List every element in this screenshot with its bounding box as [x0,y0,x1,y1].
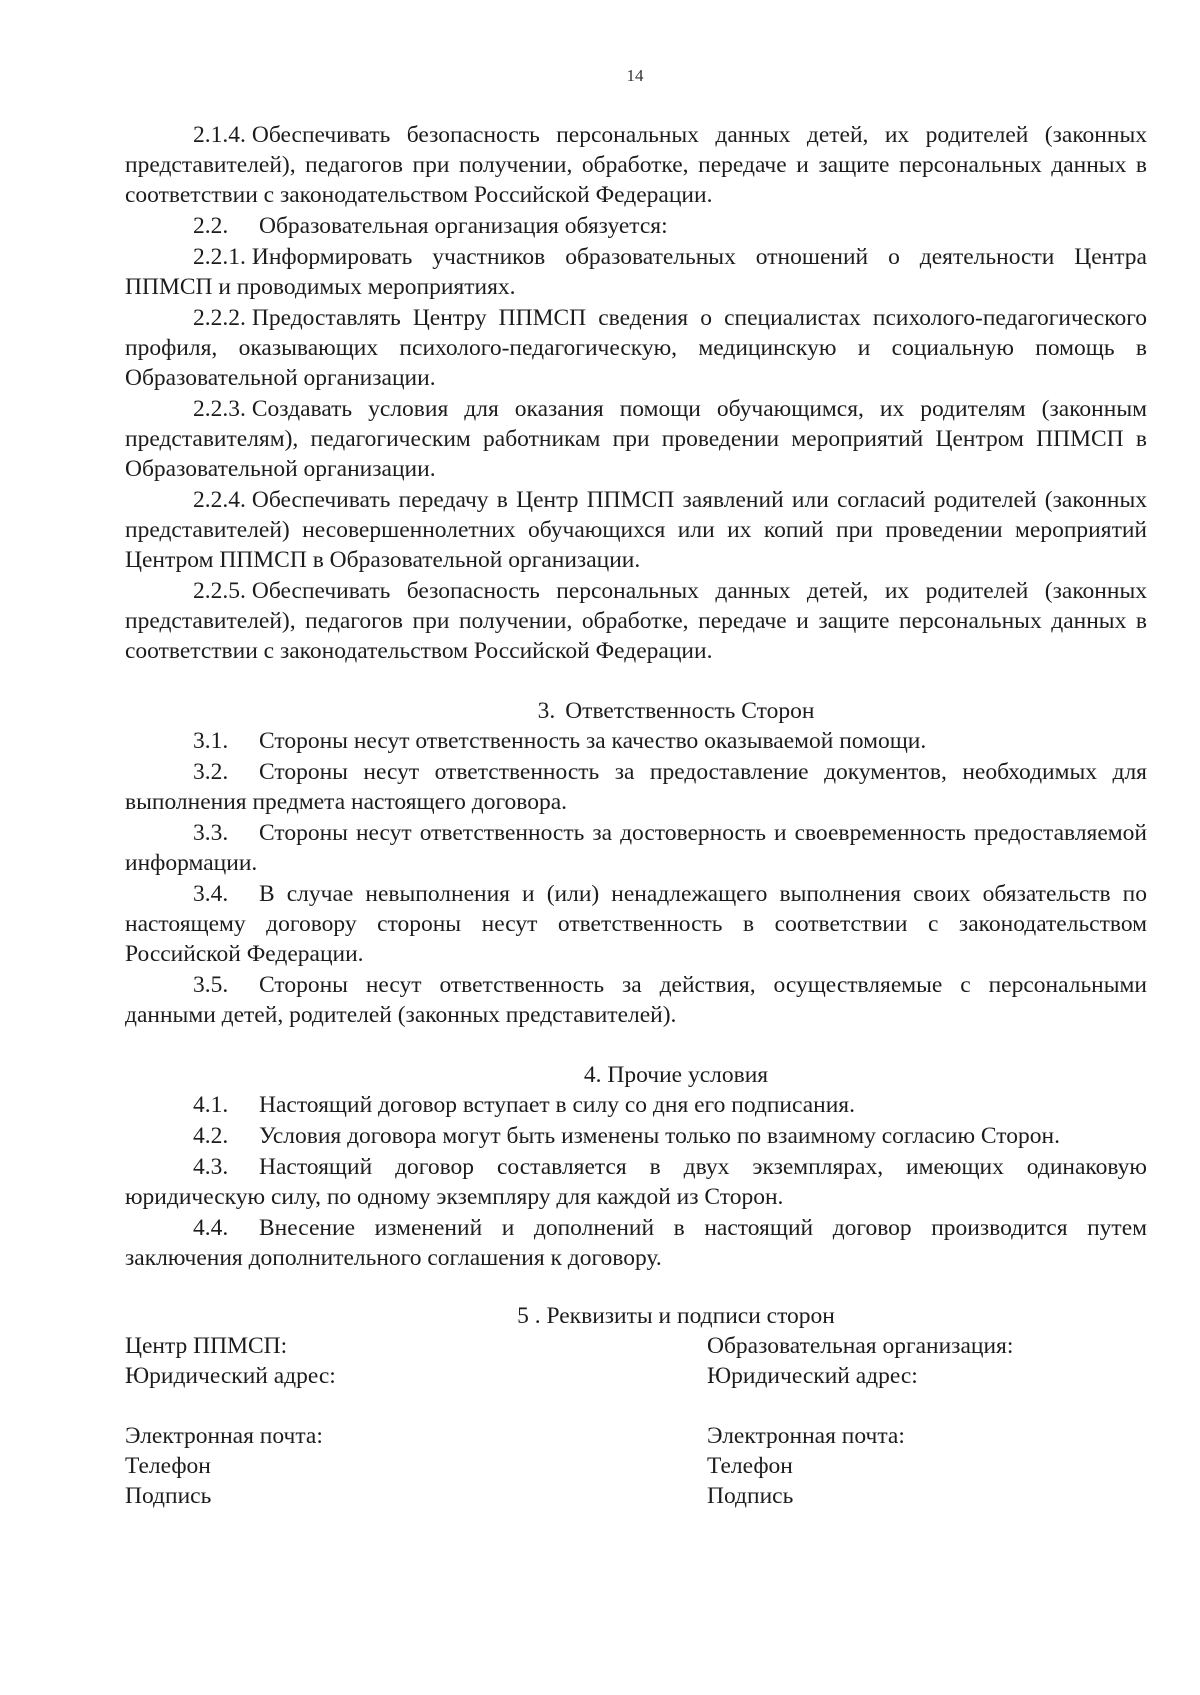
clause-2-2-5 [125,576,1147,666]
section-number: 3. [537,698,556,724]
clause-2-2-3 [125,394,1147,484]
clause-text: В случае невыполнения и (или) ненадлежащего выполнения своих обязательств по настоящему договору стороны несут ответственность в соответствии с законодательством Российской Федерации. [125,881,1147,967]
clause-4-4 [125,1213,1147,1273]
clause-3-5 [125,970,1147,1030]
clause-3-4 [125,879,1147,969]
blank-line [707,1391,1147,1421]
clause-number: 3.3. [193,820,229,846]
page-number: 14 [626,66,644,85]
party-name: Центр ППМСП: [125,1333,288,1359]
clause-2-2-4 [125,485,1147,575]
section-3-heading [125,696,1147,726]
clause-2-2-2 [125,303,1147,393]
clause-text: Настоящий договор составляется в двух экземплярах, имеющих одинаковую юридическую силу, по одному экземпляру для каждой из Сторон. [125,1154,1147,1210]
clause-text: Информировать участников образовательных отношений о деятельности Центра ППМСП и проводимых мероприятиях. [125,244,1147,300]
clause-number: 3.1. [193,728,229,754]
clause-number: 2.2. [193,213,229,239]
clause-text: Обеспечивать передачу в Центр ППМСП заявлений или согласий родителей (законных представителей) несовершеннолетних обучающихся или их копий при проведении мероприятий Центром ППМСП в Образовательной организации. [125,487,1147,573]
clause-text: Предоставлять Центру ППМСП сведения о специалистах психолого-педагогического профиля, оказывающих психолого-педагогическую, медицинскую и социальную помощь в Образовательной организации. [125,305,1147,391]
clause-3-3 [125,818,1147,878]
clause-number: 3.4. [193,881,229,907]
clause-number: 4.4. [193,1215,229,1241]
document-body [125,120,1147,1511]
clause-text: Стороны несут ответственность за предоставление документов, необходимых для выполнения предмета настоящего договора. [125,759,1147,815]
section-gap [125,1274,1147,1301]
clause-number: 2.2.2. [193,305,246,331]
clause-number: 4.1. [193,1092,229,1118]
phone-label: Телефон [125,1453,211,1479]
email-label: Электронная почта: [707,1423,905,1449]
clause-2-2-1 [125,242,1147,302]
clause-number: 4.2. [193,1123,229,1149]
signature-label: Подпись [707,1483,794,1509]
blank-line [125,1391,707,1421]
section-gap [125,1031,1147,1060]
requisites-right [707,1331,1147,1511]
clause-3-2 [125,757,1147,817]
clause-number: 4.3. [193,1154,229,1180]
section-4-heading: 4. Прочие условия [583,1062,769,1088]
clause-4-2 [125,1121,1147,1151]
legal-address-label: Юридический адрес: [707,1363,918,1389]
clause-number: 3.5. [193,972,229,998]
clause-4-3 [125,1152,1147,1212]
requisites-left [125,1331,707,1511]
clause-text: Условия договора могут быть изменены только по взаимному согласию Сторон. [259,1123,1060,1149]
clause-text: Образовательная организация обязуется: [259,213,668,239]
phone-label: Телефон [707,1453,793,1479]
clause-4-1 [125,1090,1147,1120]
clause-number: 2.2.4. [193,487,246,513]
clause-text: Стороны несут ответственность за достоверность и своевременность предоставляемой информации. [125,820,1147,876]
clause-text: Создавать условия для оказания помощи обучающимся, их родителям (законным представителям), педагогическим работникам при проведении мероприятий Центром ППМСП в Образовательной организации. [125,396,1147,482]
section-gap [125,667,1147,696]
clause-text: Стороны несут ответственность за действия, осуществляемые с персональными данными детей, родителей (законных представителей). [125,972,1147,1028]
party-name: Образовательная организация: [707,1333,1014,1359]
clause-text: Обеспечивать безопасность персональных данных детей, их родителей (законных представителей), педагогов при получении, обработке, передаче и защите персональных данных в соответствии с законодательством Российской Федерации. [125,122,1147,208]
clause-text: Стороны несут ответственность за качество оказываемой помощи. [259,728,927,754]
clause-text: Внесение изменений и дополнений в настоящий договор производится путем заключения дополнительного соглашения к договору. [125,1215,1147,1271]
section-title: Ответственность Сторон [565,698,815,724]
clause-2-1-4 [125,120,1147,210]
clause-text: Настоящий договор вступает в силу со дня его подписания. [259,1092,855,1118]
clause-number: 2.2.5. [193,578,246,604]
clause-text: Обеспечивать безопасность персональных данных детей, их родителей (законных представителей), педагогов при получении, обработке, передаче и защите персональных данных в соответствии с законодательством Российской Федерации. [125,578,1147,664]
clause-number: 2.2.1. [193,244,246,270]
legal-address-label: Юридический адрес: [125,1363,336,1389]
clause-number: 2.1.4. [193,122,246,148]
clause-number: 2.2.3. [193,396,246,422]
email-label: Электронная почта: [125,1423,323,1449]
section-5-heading: 5 . Реквизиты и подписи сторон [517,1303,835,1329]
clause-number: 3.2. [193,759,229,785]
requisites-block [125,1331,1147,1511]
clause-3-1 [125,726,1147,756]
signature-label: Подпись [125,1483,212,1509]
clause-2-2 [125,211,1147,241]
